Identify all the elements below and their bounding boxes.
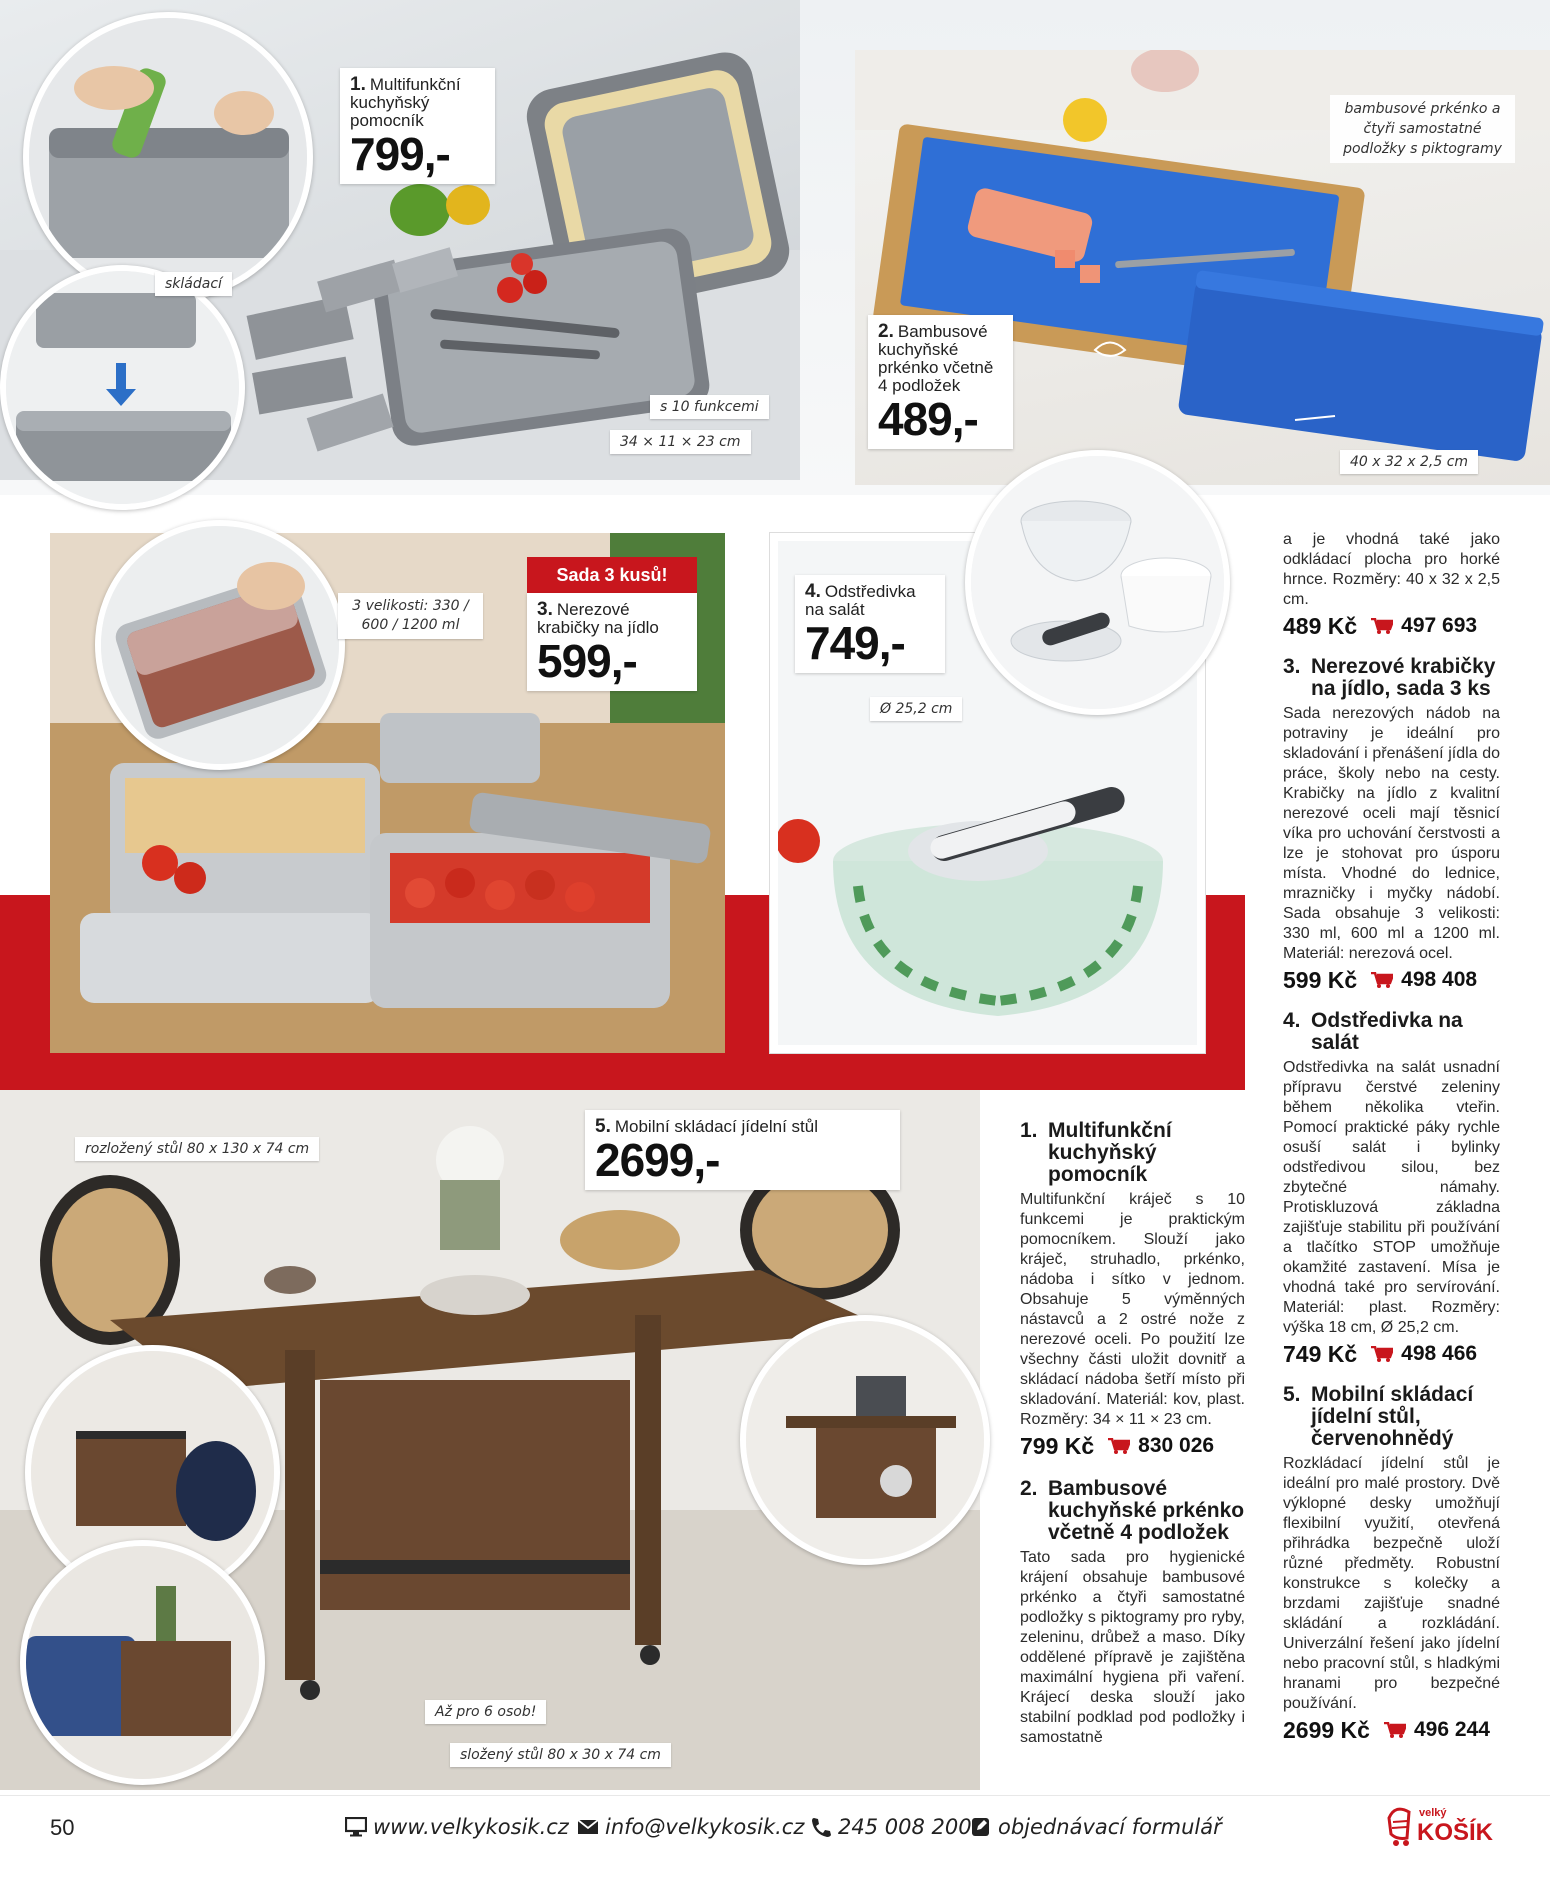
product-code: 498 466 [1401,1342,1478,1365]
product-description: Odstředivka na salát usnadní přípravu čerstvé zeleniny během několika vteřin. Pomocí praktické páky rychle osuší salát i bylinky odstředivou silou, bez zbytečné námahy. Protiskluzová základna zajišťuje stabilitu při používání a tlačítko STOP umožňuje okamžité zastavení. Mísa je vhodná také pro servírování. Materiál: plast. Rozměry: výška 18 cm, Ø 25,2 cm. [1283,1059,1500,1336]
tag-sizes: 3 velikosti: 330 / 600 / 1200 ml [338,593,483,639]
badge-price: 489,- [878,393,978,445]
price-badge-2 [868,315,1013,449]
set-label: Sada 3 kusů! [527,557,697,593]
product-number: 5. [1283,1383,1301,1406]
logo-big-text: KOŠÍK [1417,1819,1494,1846]
price-badge-5 [585,1110,900,1190]
circle-photo-spinner-parts [965,450,1230,715]
price-badge-1 [340,68,495,184]
product-number: 4. [1283,1009,1301,1032]
badge-number: 1. [350,74,366,95]
footer-website[interactable] [345,1815,569,1839]
product-description: Sada nerezových nádob na potraviny je ideální pro skladování i přenášení jídla do práce, školy nebo na cesty. Krabičky na jídlo z kvalitní nerezové oceli mají těsnicí víka pro uchování čerstvosti a lze je stohovat pro úsporu místa. Vhodné do lednice, mrazničky i myčky nádobí. Sada obsahuje 3 velikosti: 330 ml, 600 ml a 1200 ml. Materiál: nerezová ocel. [1283,705,1500,962]
price-line [1283,1341,1500,1367]
product-code: 498 408 [1401,968,1478,991]
product-price: 489 Kč [1283,613,1358,639]
product-entry-4 [1283,1009,1500,1367]
cart-icon [1371,972,1393,988]
product-price: 799 Kč [1020,1433,1095,1459]
product-number: 2. [1020,1477,1038,1500]
product-title: Multifunkční kuchyňský pomocník [1048,1119,1172,1186]
product-number: 3. [1283,655,1301,678]
text-column-middle [1020,1120,1245,1748]
email-link[interactable]: info@velkykosik.cz [605,1815,805,1839]
badge-title: Bambusové kuchyňské prkénko včetně 4 podložek [878,322,994,395]
logo-small-text: velký [1419,1807,1447,1819]
badge-title: Multifunkční kuchyňský pomocník [350,75,461,130]
footer-order-form[interactable] [970,1815,1222,1839]
product-number: 1. [1020,1119,1038,1142]
badge-number: 3. [537,599,553,620]
tag-folding: skládací [155,272,232,296]
product-price: 2699 Kč [1283,1717,1370,1743]
velky-kosik-logo[interactable] [1383,1800,1503,1852]
tag-bamboo-set: bambusové prkénko a čtyři samostatné podložky s piktogramy [1330,95,1515,163]
circle-photo-table-desk [740,1315,990,1565]
price-badge-3 [527,593,697,691]
product-title: Odstředivka na salát [1311,1009,1463,1054]
product-entry-2 [1020,1478,1245,1748]
price-badge-4 [795,575,945,673]
badge-number: 4. [805,581,821,602]
price-line [1283,613,1500,639]
page-number: 50 [50,1815,75,1840]
cart-icon [1371,1346,1393,1362]
product-entry-5 [1283,1383,1500,1743]
monitor-icon [345,1817,367,1837]
product-description: Multifunkční kráječ s 10 funkcemi je praktickým pomocníkem. Slouží jako kráječ, struhadlo, prkénko, nádoba i sítko v jednom. Obsahuje 5 výměnných nástavců a 2 ostré nože z nerezové oceli. Po použití lze všechny části uložit dovnitř a skládací nádoba šetří místo při skladování. Materiál: kov, plast. Rozměry: 34 × 11 × 23 cm. [1020,1191,1245,1428]
circle-photo-table-sofa [20,1540,265,1785]
product-title: Mobilní skládací jídelní stůl, červenohnědý [1311,1383,1474,1450]
tag-unfolded-size: rozložený stůl 80 x 130 x 74 cm [75,1137,319,1161]
tag-folded-size: složený stůl 80 x 30 x 74 cm [450,1743,671,1767]
circle-photo-folding [0,265,245,510]
price-line [1020,1433,1245,1459]
product-code: 497 693 [1401,614,1478,637]
tag-dimensions-1: 34 × 11 × 23 cm [610,430,751,454]
tag-diameter: Ø 25,2 cm [870,697,962,721]
badge-title: Odstředivka na salát [805,582,916,619]
product-title: Nerezové krabičky na jídlo, sada 3 ks [1311,655,1496,700]
basket-logo-icon [1383,1800,1503,1852]
order-form-link[interactable]: objednávací formulář [998,1815,1222,1839]
badge-price: 2699,- [595,1134,720,1186]
cart-icon [1108,1438,1130,1454]
text-column-right [1283,530,1500,1743]
footer-email[interactable] [577,1815,804,1839]
price-line [1283,1717,1500,1743]
badge-price: 599,- [537,635,637,687]
phone-icon [810,1817,832,1837]
badge-number: 2. [878,321,894,342]
badge-price: 749,- [805,617,905,669]
product-price: 599 Kč [1283,967,1358,993]
circle-photo-lid [95,520,345,770]
tag-dimensions-2: 40 x 32 x 2,5 cm [1340,450,1478,474]
tag-functions: s 10 funkcemi [650,395,769,419]
tag-capacity: Až pro 6 osob! [425,1700,546,1724]
product-code: 830 026 [1138,1434,1215,1457]
product-code: 496 244 [1413,1718,1490,1741]
product-entry-2-cont [1283,530,1500,639]
product-description: Rozkládací jídelní stůl je ideální pro malé prostory. Dvě výklopné desky umožňují flexibilní využití, otevřená přihrádka bezpečně uloží různé předměty. Robustní konstrukce s kolečky a brzdami zajišťuje snadné skládání a rozkládání. Univerzální řešení jako jídelní nebo pracovní stůl, s hladkými hranami pro bezpečné používání. [1283,1455,1500,1712]
circle-photo-slicing [23,12,313,302]
website-link[interactable]: www.velkykosik.cz [373,1815,569,1839]
product-description-cont: a je vhodná také jako odkládací plocha pro horké hrnce. Rozměry: 40 x 32 x 2,5 cm. [1283,531,1500,608]
badge-number: 5. [595,1116,611,1137]
price-line [1283,967,1500,993]
cart-icon [1384,1722,1406,1738]
footer-phone[interactable] [810,1815,972,1839]
product-description: Tato sada pro hygienické krájení obsahuje bambusové prkénko a čtyři samostatné podložky s piktogramy pro ryby, zeleninu, drůbež a maso. Díky oddělené přípravě je zajištěna maximální hygiena při vaření. Krájecí deska slouží jako stabilní podklad pod podložky i samostatně [1020,1549,1245,1746]
product-entry-3 [1283,655,1500,993]
badge-title: Mobilní skládací jídelní stůl [614,1117,819,1136]
badge-price: 799,- [350,128,450,180]
product-title: Bambusové kuchyňské prkénko včetně 4 podložek [1048,1477,1245,1544]
product-price: 749 Kč [1283,1341,1358,1367]
phone-link[interactable]: 245 008 200 [838,1815,972,1839]
envelope-icon [577,1817,599,1837]
cart-icon [1371,618,1393,634]
product-entry-1 [1020,1119,1245,1459]
form-icon [970,1817,992,1837]
badge-title: Nerezové krabičky na jídlo [537,600,659,637]
